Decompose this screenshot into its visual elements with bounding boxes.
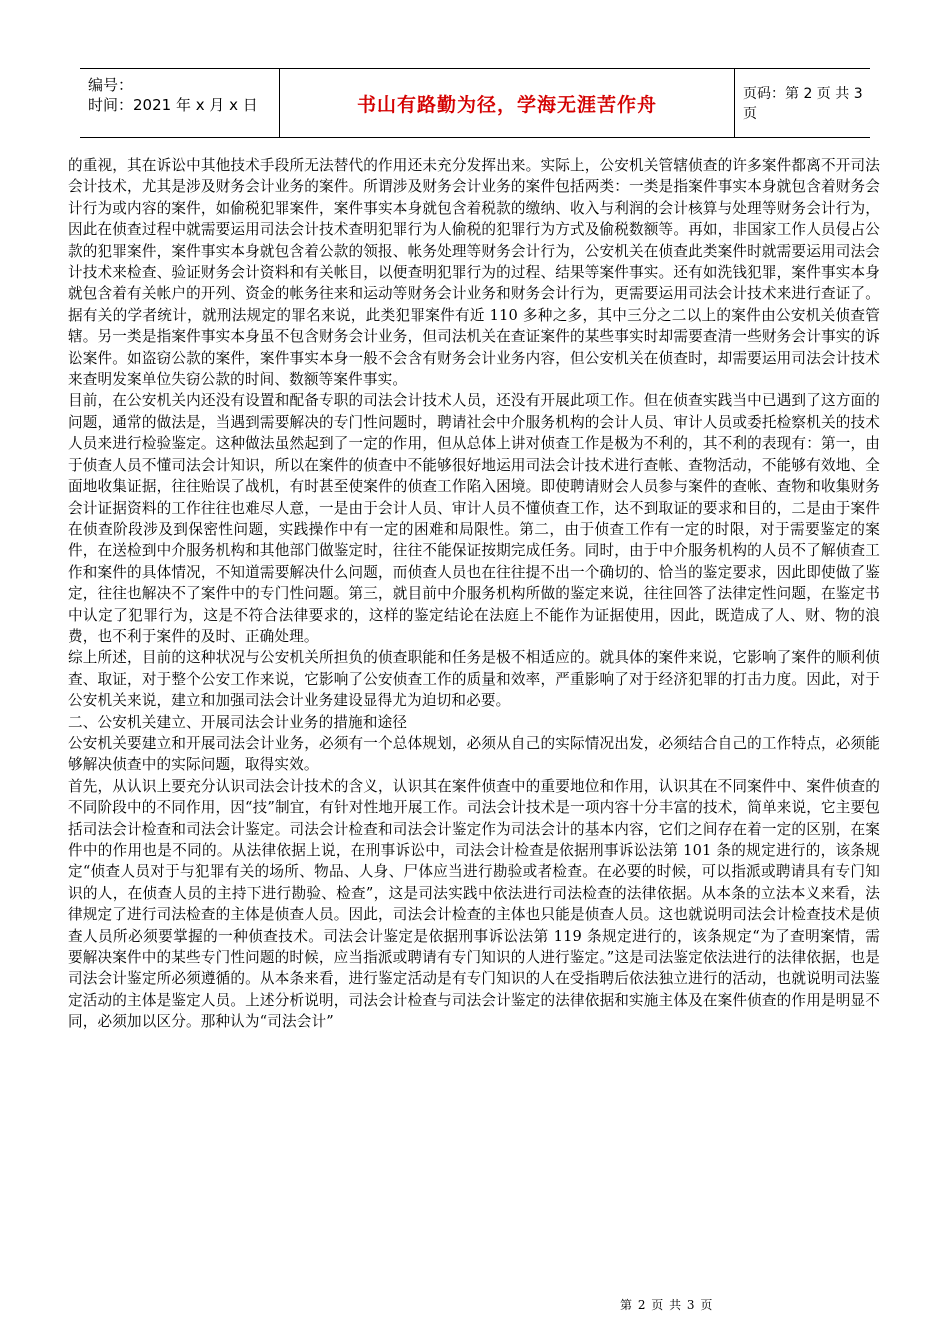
document-body — [68, 155, 880, 1033]
paragraph: 的重视，其在诉讼中其他技术手段所无法替代的作用还未充分发挥出来。实际上，公安机关管辖侦查的许多案件都离不开司法会计技术，尤其是涉及财务会计业务的案件。所谓涉及财务会计业务的案件包括两类：一类是指案件事实本身就包含着财务会计行为或内容的案件，如偷税犯罪案件，案件事实本身就包含着税款的缴纳、收入与利润的会计核算与处理等财务会计行为，因此在侦查过程中就需要运用司法会计技术查明犯罪行为人偷税的犯罪行为方式及偷税数额等。再如，非国家工作人员侵占公款的犯罪案件，案件事实本身就包含着公款的领报、帐务处理等财务会计行为，公安机关在侦查此类案件时就需要运用司法会计技术来检查、验证财务会计资料和有关帐目，以便查明犯罪行为的过程、结果等案件事实。还有如洗钱犯罪，案件事实本身就包含着有关帐户的开列、资金的帐务往来和运动等财务会计业务和财务会计行为，更需要运用司法会计技术来进行查证了。据有关的学者统计，就刑法规定的罪名来说，此类犯罪案件有近 110 多种之多，其中三分之二以上的案件由公安机关侦查管辖。另一类是指案件事实本身虽不包含财务会计业务，但司法机关在查证案件的某些事实时却需要查清一些财务会计事实的诉讼案件。如盗窃公款的案件，案件事实本身一般不会含有财务会计业务内容，但公安机关在侦查时，却需要运用司法会计技术来查明发案单位失窃公款的时间、数额等案件事实。 — [68, 157, 880, 389]
document-number: 编号： — [88, 76, 134, 94]
document-date: 时间：2021 年 x 月 x 日 — [88, 96, 258, 114]
section-heading: 二、公安机关建立、开展司法会计业务的措施和途径 — [68, 713, 408, 731]
header-page-info: 页码：第 2 页 共 3 页 — [743, 86, 863, 122]
header-meta — [80, 69, 280, 137]
paragraph: 目前，在公安机关内还没有设置和配备专职的司法会计技术人员，还没有开展此项工作。但在侦查实践当中已遇到了这方面的问题，通常的做法是，当遇到需要解决的专门性问题时，聘请社会中介服务机构的会计人员、审计人员或委托检察机关的技术人员来进行检验鉴定。这种做法虽然起到了一定的作用，但从总体上讲对侦查工作是极为不利的，其不利的表现有：第一，由于侦查人员不懂司法会计知识，所以在案件的侦查中不能够很好地运用司法会计技术进行查帐、查物活动，不能够有效地、全面地收集证据，往往贻误了战机，有时甚至使案件的侦查工作陷入困境。即使聘请财会人员参与案件的查帐、查物和收集财务会计证据资料的工作往往也难尽人意，一是由于会计人员、审计人员不懂侦查工作，达不到取证的要求和目的，二是由于案件在侦查阶段涉及到保密性问题，实践操作中有一定的困难和局限性。第二，由于侦查工作有一定的时限，对于需要鉴定的案件，在送检到中介服务机构和其他部门做鉴定时，往往不能保证按期完成任务。同时，由于中介服务机构的人员不了解侦查工作和案件的具体情况，不知道需要解决什么问题，而侦查人员也在往往提不出一个确切的、恰当的鉴定要求，因此即使做了鉴定，往往也解决不了案件中的专门性问题。第三，就目前中介服务机构所做的鉴定来说，往往回答了法律定性问题，在鉴定书中认定了犯罪行为，这是不符合法律要求的，这样的鉴定结论在法庭上不能作为证据使用，因此，既造成了人、财、物的浪费，也不利于案件的及时、正确处理。 — [68, 392, 880, 645]
paragraph: 综上所述，目前的这种状况与公安机关所担负的侦查职能和任务是极不相适应的。就具体的案件来说，它影响了案件的顺利侦查、取证，对于整个公安工作来说，它影响了公安侦查工作的质量和效率，严重影响了对于经济犯罪的打击力度。因此，对于公安机关来说，建立和加强司法会计业务建设显得尤为迫切和必要。 — [68, 649, 880, 710]
page-header — [80, 68, 870, 138]
page-footer: 第 2 页 共 3 页 — [620, 1298, 714, 1312]
header-motto: 书山有路勤为径，学海无涯苦作舟 — [280, 69, 735, 137]
paragraph: 公安机关要建立和开展司法会计业务，必须有一个总体规划，必须从自己的实际情况出发，必须结合自己的工作特点，必须能够解决侦查中的实际问题，取得实效。 — [68, 734, 880, 774]
paragraph: 首先，从认识上要充分认识司法会计技术的含义，认识其在案件侦查中的重要地位和作用，认识其在不同案件中、案件侦查的不同阶段中的不同作用，因“技”制宜，有针对性地开展工作。司法会计技术是一项内容十分丰富的技术，简单来说，它主要包括司法会计检查和司法会计鉴定。司法会计检查和司法会计鉴定作为司法会计的基本内容，它们之间存在着一定的区别，在案件中的作用也是不同的。从法律依据上说，在刑事诉讼中，司法会计检查是依据刑事诉讼法第 101 条的规定进行的，该条规定“侦查人员对于与犯罪有关的场所、物品、人身、尸体应当进行勘验或者检查。在必要的时候，可以指派或聘请具有专门知识的人，在侦查人员的主持下进行勘验、检查”，这是司法实践中依法进行司法检查的法律依据。从本条的立法本义来看，法律规定了进行司法检查的主体是侦查人员。因此，司法会计检查的主体也只能是侦查人员。这也就说明司法会计检查技术是侦查人员所必须要掌握的一种侦查技术。司法会计鉴定是依据刑事诉讼法第 119 条规定进行的，该条规定“为了查明案情，需要解决案件中的某些专门性问题的时候，应当指派或聘请有专门知识的人进行鉴定。”这是司法鉴定依法进行的法律依据，也是司法会计鉴定所必须遵循的。从本条来看，进行鉴定活动是有专门知识的人在受指聘后依法独立进行的活动，也就说明司法鉴定活动的主体是鉴定人员。上述分析说明，司法会计检查与司法会计鉴定的法律依据和实施主体及在案件侦查的作用是明显不同，必须加以区分。那种认为“司法会计” — [68, 777, 880, 1031]
